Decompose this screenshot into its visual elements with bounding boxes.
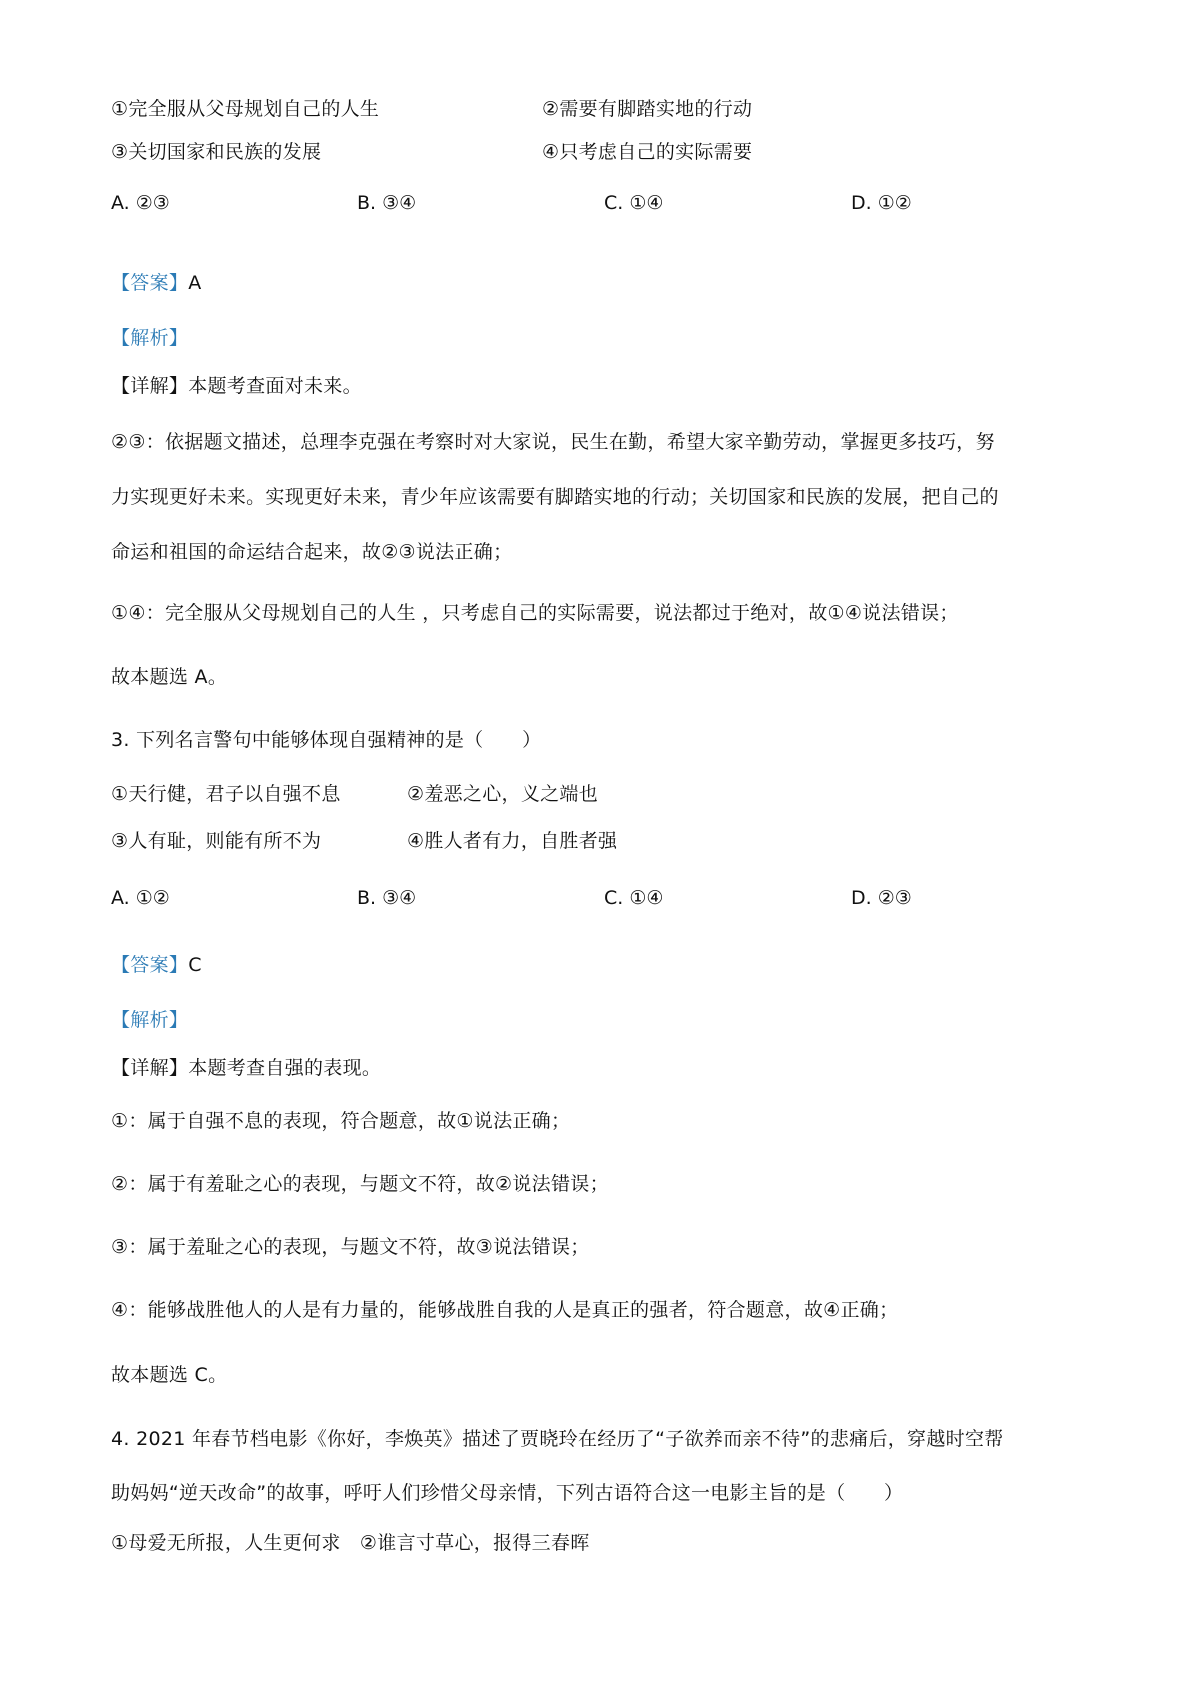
q2-answer <box>111 270 202 296</box>
q4-question-line: 4. 2021 年春节档电影《你好，李焕英》描述了贾晓玲在经历了“子欲养而亲不待”的悲痛后，穿越时空帮 <box>111 1428 1004 1450</box>
q3-explanation-line: ②：属于有羞耻之心的表现，与题文不符，故②说法错误； <box>111 1173 609 1195</box>
q3-option-c: C. ①④ <box>604 887 664 909</box>
answer-value: A <box>188 272 202 294</box>
q2-conclusion: 故本题选 A。 <box>111 666 228 688</box>
answer-tag: 【答案】 <box>111 954 189 976</box>
q3-option-b: B. ③④ <box>357 887 417 909</box>
q3-statement-3: ③人有耻，则能有所不为 <box>111 830 322 852</box>
q3-statement-4: ④胜人者有力，自胜者强 <box>407 830 618 852</box>
q2-explanation-line: ②③：依据题文描述，总理李克强在考察时对大家说，民生在勤，希望大家辛勤劳动，掌握更多技巧，努 <box>111 431 995 453</box>
q3-statement-row-1 <box>111 781 599 807</box>
q2-explanation-line: ①④：完全服从父母规划自己的人生 ，只考虑自己的实际需要，说法都过于绝对，故①④说法错误； <box>111 602 959 624</box>
q2-statement-2: ②需要有脚踏实地的行动 <box>542 98 753 120</box>
q2-option-d: D. ①② <box>851 192 912 214</box>
answer-value: C <box>188 954 202 976</box>
q3-explanation-line: ①：属于自强不息的表现，符合题意，故①说法正确； <box>111 1110 571 1132</box>
q2-explanation-line: 力实现更好未来。实现更好未来，青少年应该需要有脚踏实地的行动；关切国家和民族的发展，把自己的 <box>111 486 999 508</box>
q2-option-c: C. ①④ <box>604 192 664 214</box>
q3-analysis-tag: 【解析】 <box>111 1009 189 1031</box>
q3-option-a: A. ①② <box>111 887 170 909</box>
q2-detail: 【详解】本题考查面对未来。 <box>111 375 362 397</box>
q2-statement-row-2 <box>111 139 753 165</box>
q2-statement-row-1 <box>111 96 753 122</box>
answer-tag: 【答案】 <box>111 272 189 294</box>
q2-statement-3: ③关切国家和民族的发展 <box>111 141 322 163</box>
q3-option-d: D. ②③ <box>851 887 912 909</box>
q2-option-a: A. ②③ <box>111 192 170 214</box>
q3-question: 3. 下列名言警句中能够体现自强精神的是（ ） <box>111 729 542 751</box>
q2-statement-4: ④只考虑自己的实际需要 <box>542 141 753 163</box>
q3-statement-row-2 <box>111 828 618 854</box>
q2-analysis-tag: 【解析】 <box>111 327 189 349</box>
q4-statement-row-1: ①母爱无所报，人生更何求 ②谁言寸草心，报得三春晖 <box>111 1532 590 1554</box>
q3-statement-2: ②羞恶之心，义之端也 <box>407 783 599 805</box>
q3-explanation-line: ③：属于羞耻之心的表现，与题文不符，故③说法错误； <box>111 1236 590 1258</box>
q2-explanation-line: 命运和祖国的命运结合起来，故②③说法正确； <box>111 541 513 563</box>
q3-explanation-line: ④：能够战胜他人的人是有力量的，能够战胜自我的人是真正的强者，符合题意，故④正确； <box>111 1299 899 1321</box>
q3-detail: 【详解】本题考查自强的表现。 <box>111 1057 382 1079</box>
q3-conclusion: 故本题选 C。 <box>111 1364 228 1386</box>
q2-option-b: B. ③④ <box>357 192 417 214</box>
q4-question-line: 助妈妈“逆天改命”的故事，呼吁人们珍惜父母亲情，下列古语符合这一电影主旨的是（ ） <box>111 1482 904 1504</box>
q3-answer <box>111 952 202 978</box>
q2-statement-1: ①完全服从父母规划自己的人生 <box>111 98 380 120</box>
q3-statement-1: ①天行健，君子以自强不息 <box>111 783 341 805</box>
